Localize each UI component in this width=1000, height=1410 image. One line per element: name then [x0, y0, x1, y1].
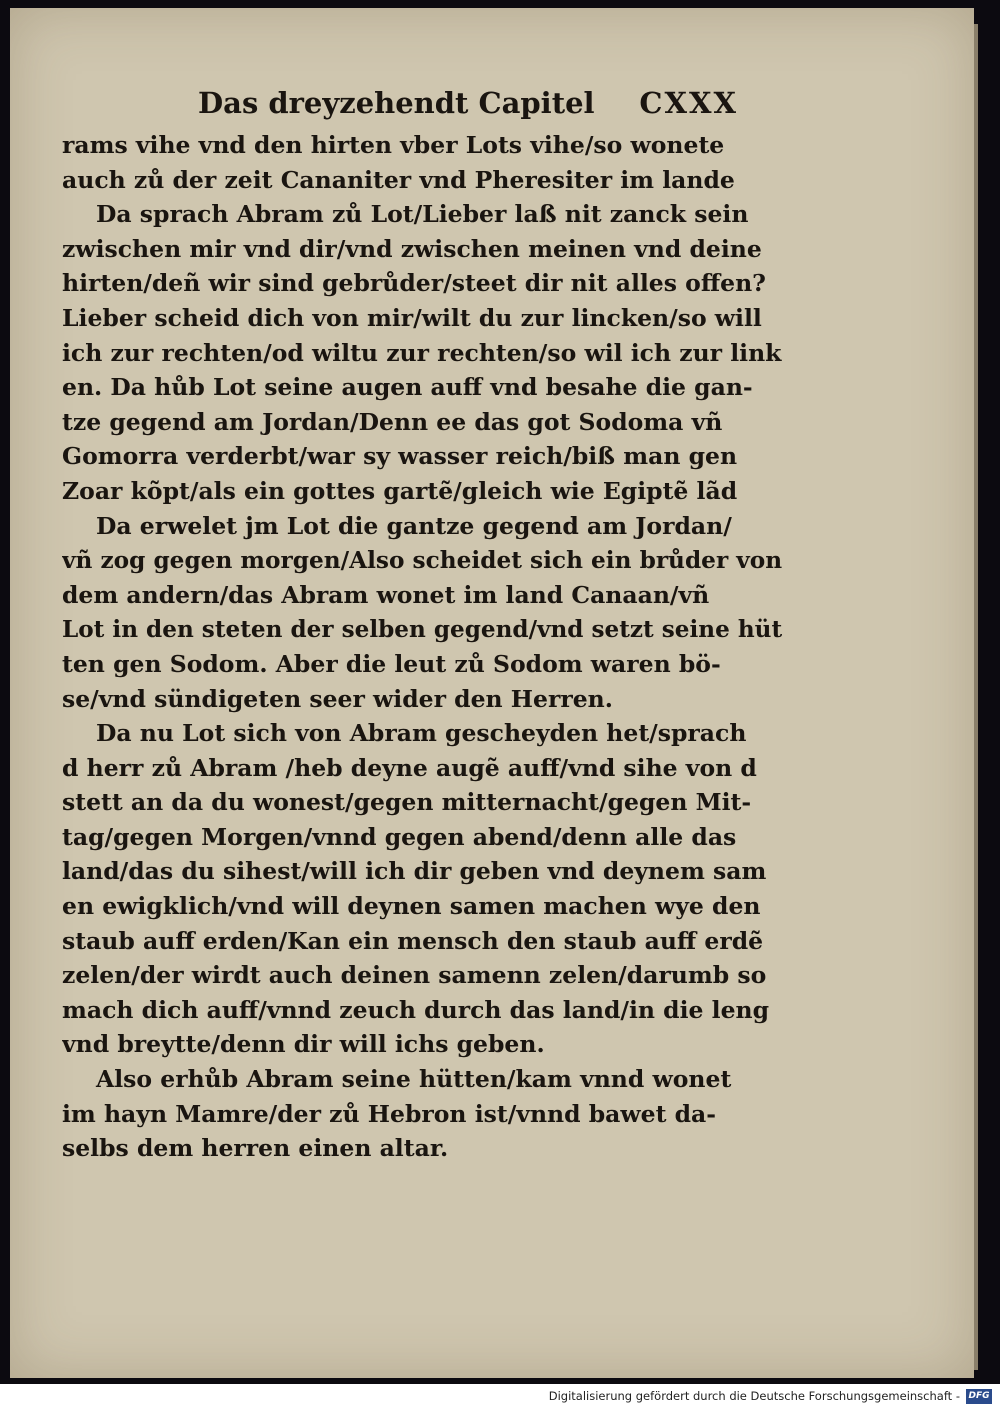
- text-line: Da nu Lot sich von Abram gescheyden het/sprach: [96, 719, 747, 748]
- text-line: d herr zů Abram /heb deyne augẽ auff/vnd sihe von d: [62, 753, 757, 782]
- text-line: hirten/deñ wir sind gebrůder/steet dir nit alles offen?: [62, 269, 766, 298]
- text-line: staub auff erden/Kan ein mensch den staub auff erdẽ: [62, 926, 764, 955]
- chapter-heading: Das dreyzehendt Capitel: [198, 86, 595, 120]
- text-line: auch zů der zeit Cananiter vnd Pheresiter im lande: [62, 165, 735, 194]
- text-line: Gomorra verderbt/war sy wasser reich/biß man gen: [62, 442, 738, 471]
- text-line: Lot in den steten der selben gegend/vnd setzt seine hüt: [62, 615, 782, 644]
- text-line: Da erwelet jm Lot die gantze gegend am Jordan/: [96, 511, 732, 540]
- text-line: vñ zog gegen morgen/Also scheidet sich ein brůder von: [62, 546, 782, 575]
- text-line: selbs dem herren einen altar.: [62, 1134, 449, 1163]
- page-edge: [974, 24, 978, 1370]
- text-line: rams vihe vnd den hirten vber Lots vihe/so wonete: [62, 131, 725, 159]
- body-text: [62, 128, 782, 1166]
- text-line: ich zur rechten/od wiltu zur rechten/so wil ich zur link: [62, 338, 782, 367]
- text-line: Zoar kõpt/als ein gottes gartẽ/gleich wie Egiptẽ lãd: [62, 476, 738, 505]
- text-line: stett an da du wonest/gegen mitternacht/gegen Mit-: [62, 788, 752, 817]
- text-line: land/das du sihest/will ich dir geben vnd deynem sam: [62, 857, 767, 886]
- text-line: dem andern/das Abram wonet im land Canaan/vñ: [62, 580, 710, 609]
- text-line: Da sprach Abram zů Lot/Lieber laß nit zanck sein: [96, 200, 749, 229]
- text-line: Lieber scheid dich von mir/wilt du zur lincken/so will: [62, 303, 762, 332]
- digitization-footer: [0, 1384, 1000, 1410]
- text-line: ten gen Sodom. Aber die leut zů Sodom waren bö-: [62, 649, 721, 678]
- text-line: im hayn Mamre/der zů Hebron ist/vnnd bawet da-: [62, 1099, 717, 1128]
- text-line: vnd breytte/denn dir will ichs geben.: [62, 1030, 545, 1059]
- text-line: en ewigklich/vnd will deynen samen machen wye den: [62, 892, 761, 921]
- text-line: tag/gegen Morgen/vnnd gegen abend/denn alle das: [62, 822, 737, 851]
- running-head: [198, 86, 738, 126]
- text-line: se/vnd sündigeten seer wider den Herren.: [62, 684, 613, 713]
- text-line: zwischen mir vnd dir/vnd zwischen meinen vnd deine: [62, 234, 762, 263]
- text-line: en. Da hůb Lot seine augen auff vnd besahe die gan-: [62, 373, 753, 402]
- text-line: zelen/der wirdt auch deinen samenn zelen/darumb so: [62, 961, 767, 990]
- text-line: tze gegend am Jordan/Denn ee das got Sodoma vñ: [62, 407, 723, 436]
- text-line: mach dich auff/vnnd zeuch durch das land/in die leng: [62, 995, 770, 1024]
- text-line: Also erhůb Abram seine hütten/kam vnnd wonet: [96, 1065, 732, 1094]
- funding-credit: Digitalisierung gefördert durch die Deutsche Forschungsgemeinschaft -: [548, 1389, 960, 1403]
- dfg-logo: DFG: [966, 1389, 992, 1404]
- folio-number: CXXX: [639, 86, 738, 120]
